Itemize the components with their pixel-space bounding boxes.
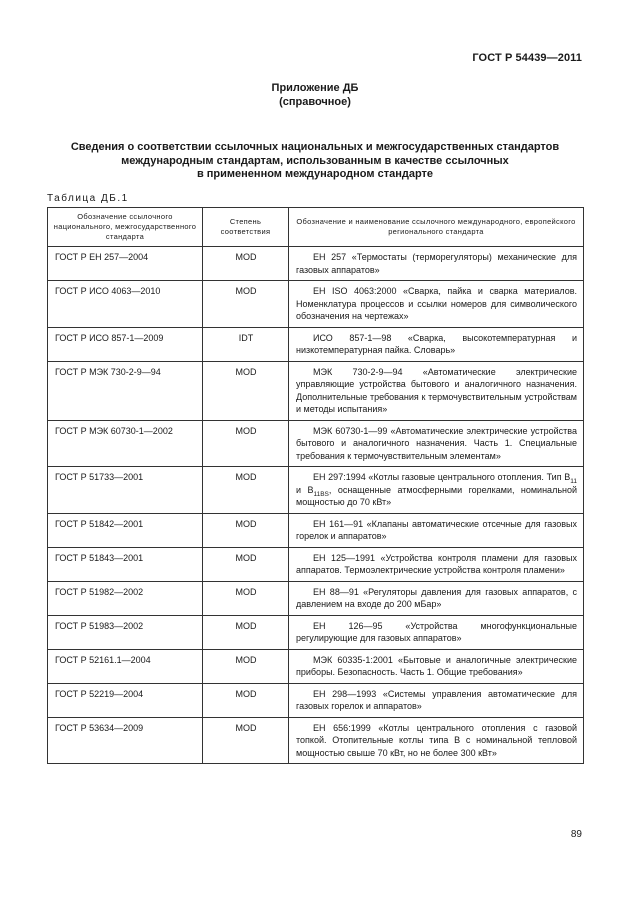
degree-cell: MOD bbox=[203, 281, 289, 328]
table-row bbox=[48, 649, 584, 683]
intl-text-part: ЕН 297:1994 «Котлы газовые центрального отопления. Тип В bbox=[313, 472, 571, 482]
degree-cell: MOD bbox=[203, 247, 289, 281]
international-standard-cell bbox=[289, 467, 584, 514]
national-standard-cell: ГОСТ Р 51842—2001 bbox=[48, 513, 203, 547]
annex-title: Приложение ДБ bbox=[271, 82, 359, 94]
national-standard-cell: ГОСТ Р 51983—2002 bbox=[48, 615, 203, 649]
intl-text-part: и В bbox=[296, 484, 314, 495]
international-standard-cell: ИСО 857-1—98 «Сварка, высокотемпературная и низкотемпературная пайка. Словарь» bbox=[289, 327, 584, 361]
national-standard-cell: ГОСТ Р ИСО 4063—2010 bbox=[48, 281, 203, 328]
degree-cell: MOD bbox=[203, 467, 289, 514]
column-header-national-standard: Обозначение ссылочного национального, межгосударственного стандарта bbox=[48, 208, 203, 247]
degree-cell: MOD bbox=[203, 581, 289, 615]
table-row bbox=[48, 615, 584, 649]
subscript-text: 11 bbox=[570, 477, 577, 485]
column-header-degree: Степень соответствия bbox=[203, 208, 289, 247]
national-standard-cell: ГОСТ Р 53634—2009 bbox=[48, 717, 203, 764]
table-row bbox=[48, 327, 584, 361]
table-header-row bbox=[48, 208, 584, 247]
degree-cell: MOD bbox=[203, 717, 289, 764]
international-standard-cell: МЭК 60730-1—99 «Автоматические электрические устройства бытового и аналогичного назначения. Часть 1. Специальные требования к термочувствительным элементам» bbox=[289, 420, 584, 467]
degree-cell: MOD bbox=[203, 683, 289, 717]
international-standard-cell: EH ISO 4063:2000 «Сварка, пайка и сварка материалов. Номенклатура процессов и ссылки номеров для символического обозначения на чертежах» bbox=[289, 281, 584, 328]
international-standard-cell: ЕН 161—91 «Клапаны автоматические отсечные для газовых горелок и аппаратов» bbox=[289, 513, 584, 547]
correspondence-table bbox=[47, 207, 584, 764]
table-row bbox=[48, 281, 584, 328]
international-standard-cell: МЭК 60335-1:2001 «Бытовые и аналогичные электрические приборы. Безопасность. Часть 1. Общие требования» bbox=[289, 649, 584, 683]
table-row bbox=[48, 467, 584, 514]
table-row bbox=[48, 247, 584, 281]
national-standard-cell: ГОСТ Р 51733—2001 bbox=[48, 467, 203, 514]
section-title-line-1: Сведения о соответствии ссылочных национальных и межгосударственных стандартов bbox=[70, 141, 560, 153]
table-row bbox=[48, 420, 584, 467]
degree-cell: MOD bbox=[203, 649, 289, 683]
section-title-line-3: в примененном международном стандарте bbox=[196, 168, 434, 180]
annex-heading bbox=[0, 81, 630, 109]
table-row bbox=[48, 683, 584, 717]
international-standard-cell: ЕН 298—1993 «Системы управления автоматические для газовых горелок и аппаратов» bbox=[289, 683, 584, 717]
international-standard-cell: МЭК 730-2-9—94 «Автоматические электрические управляющие устройства бытового и аналогичного назначения. Дополнительные требования к термочувствительным устройствам и методы испытания» bbox=[289, 361, 584, 420]
national-standard-cell: ГОСТ Р МЭК 60730-1—2002 bbox=[48, 420, 203, 467]
degree-cell: MOD bbox=[203, 615, 289, 649]
degree-cell: MOD bbox=[203, 513, 289, 547]
section-title-line-2: международным стандартам, использованным в качестве ссылочных bbox=[121, 154, 509, 167]
table-row bbox=[48, 361, 584, 420]
national-standard-cell: ГОСТ Р 52219—2004 bbox=[48, 683, 203, 717]
national-standard-cell: ГОСТ Р 52161.1—2004 bbox=[48, 649, 203, 683]
table-row bbox=[48, 581, 584, 615]
intl-text-part: , оснащенные атмосферными горелками, номинальной мощностью до 70 кВт» bbox=[296, 484, 578, 507]
document-standard-header: ГОСТ Р 54439—2011 bbox=[472, 52, 582, 64]
national-standard-cell: ГОСТ Р 51843—2001 bbox=[48, 547, 203, 581]
table-row bbox=[48, 717, 584, 764]
international-standard-cell: ЕН 656:1999 «Котлы центрального отопления с газовой топкой. Отопительные котлы типа В с номинальной тепловой мощностью свыше 70 кВт, но не более 300 кВт» bbox=[289, 717, 584, 764]
section-title bbox=[40, 141, 590, 182]
international-standard-cell: ЕН 257 «Термостаты (терморегуляторы) механические для газовых аппаратов» bbox=[289, 247, 584, 281]
degree-cell: MOD bbox=[203, 361, 289, 420]
national-standard-cell: ГОСТ Р МЭК 730-2-9—94 bbox=[48, 361, 203, 420]
international-standard-cell: ЕН 88—91 «Регуляторы давления для газовых аппаратов, с давлением на входе до 200 мБар» bbox=[289, 581, 584, 615]
national-standard-cell: ГОСТ Р 51982—2002 bbox=[48, 581, 203, 615]
page-number: 89 bbox=[570, 829, 582, 840]
column-header-international-standard: Обозначение и наименование ссылочного международного, европейского регионального стандарта bbox=[289, 208, 584, 247]
annex-subtitle: (справочное) bbox=[279, 96, 351, 108]
national-standard-cell: ГОСТ Р ИСО 857-1—2009 bbox=[48, 327, 203, 361]
international-standard-cell: ЕН 126—95 «Устройства многофункциональные регулирующие для газовых аппаратов» bbox=[289, 615, 584, 649]
degree-cell: IDT bbox=[203, 327, 289, 361]
degree-cell: MOD bbox=[203, 547, 289, 581]
table-caption: Таблица ДБ.1 bbox=[47, 193, 129, 204]
international-standard-cell: ЕН 125—1991 «Устройства контроля пламени для газовых аппаратов. Термоэлектрические устройства контроля пламени» bbox=[289, 547, 584, 581]
degree-cell: MOD bbox=[203, 420, 289, 467]
table-row bbox=[48, 513, 584, 547]
subscript-text: 11BS bbox=[313, 490, 329, 498]
table-row bbox=[48, 547, 584, 581]
national-standard-cell: ГОСТ Р ЕН 257—2004 bbox=[48, 247, 203, 281]
